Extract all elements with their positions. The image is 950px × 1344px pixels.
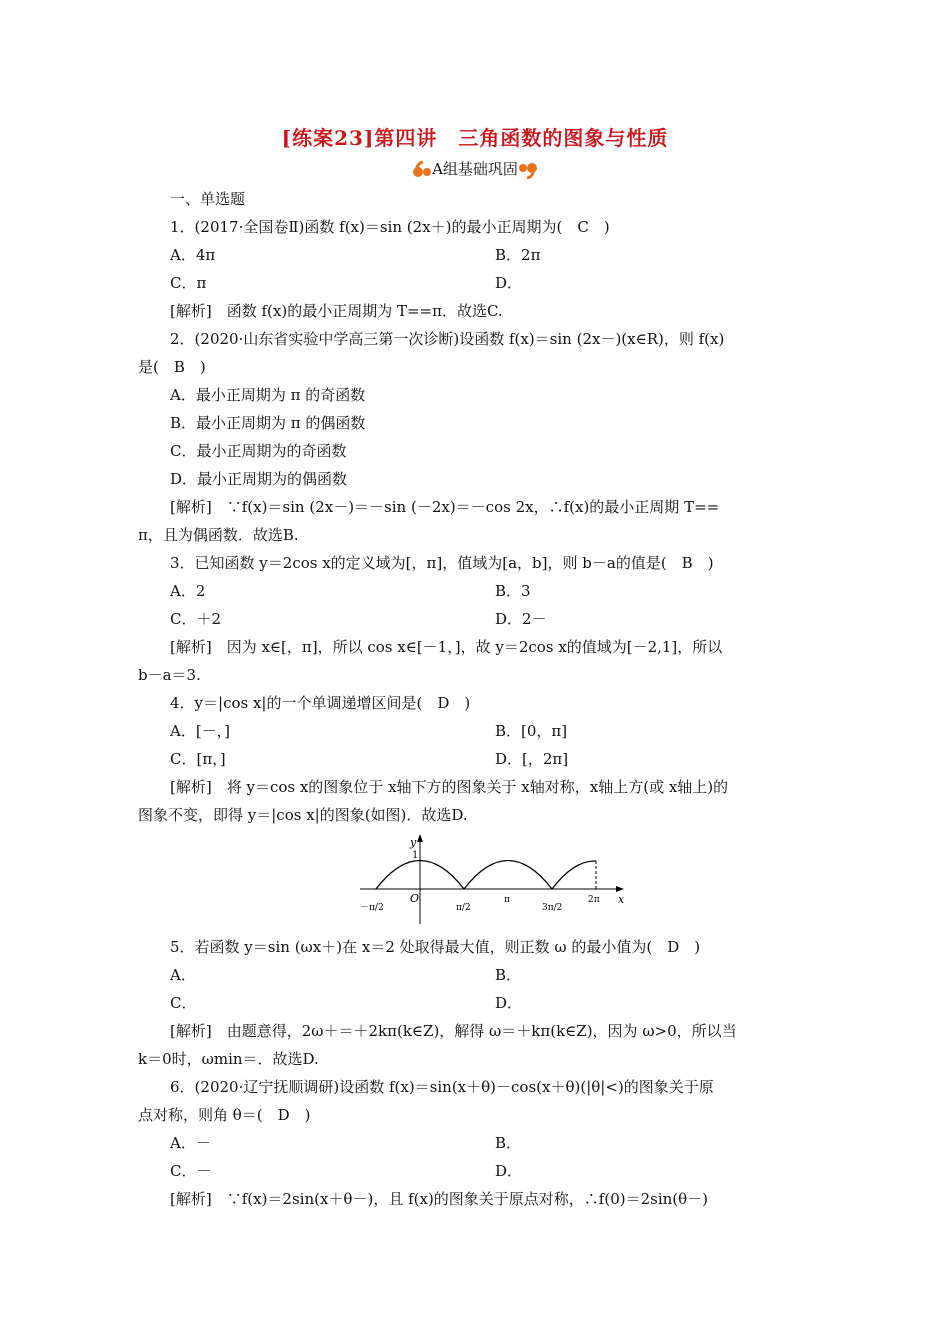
question-6: 6．(2020·辽宁抚顺调研)设函数 f(x)＝sin(x＋θ)－cos(x＋θ)(|θ|<)的图象关于原 (170, 1078, 714, 1096)
q4-option-c: C．[π，] (170, 750, 226, 768)
q1-option-b: B．2π (495, 246, 541, 264)
tick-pi-half: π/2 (456, 903, 471, 913)
q1-option-a: A．4π (170, 246, 216, 264)
question-2: 2．(2020·山东省实验中学高三第一次诊断)设函数 f(x)＝sin (2x－)(x∈R)，则 f(x) (170, 330, 725, 348)
y-axis-arrow-icon (417, 834, 423, 842)
q1-option-c: C．π (170, 274, 207, 292)
q5-option-b: B． (495, 966, 522, 984)
open-quote-icon (412, 161, 432, 179)
section-badge-label: A组基础巩固 (432, 160, 518, 178)
q3-option-a: A．2 (170, 582, 206, 600)
tick-3pi-half: 3π/2 (542, 903, 563, 913)
tick-neg-pi-half: －π/2 (360, 903, 384, 913)
q3-option-b: B．3 (495, 582, 531, 600)
q6-option-b: B． (495, 1134, 522, 1152)
q2-option-c: C．最小正周期为的奇函数 (170, 442, 347, 460)
q4-solution: [解析] 将 y＝cos x的图象位于 x轴下方的图象关于 x轴对称，x轴上方(或 x轴上)的 (170, 778, 729, 796)
q3-option-d: D．2－ (495, 610, 547, 628)
x-axis-label: x (618, 893, 625, 906)
q2-solution: [解析] ∵f(x)＝sin (2x－)＝－sin (－2x)＝－cos 2x，∴f(x)的最小正周期 T== (170, 498, 720, 516)
q6-solution: [解析] ∵f(x)＝2sin(x＋θ－)，且 f(x)的图象关于原点对称，∴f(0)＝2sin(θ－) (170, 1190, 709, 1208)
q2-option-d: D．最小正周期为的偶函数 (170, 470, 348, 488)
q4-option-d: D．[，2π] (495, 750, 569, 768)
q4-option-b: B．[0，π] (495, 722, 568, 740)
question-2-cont: 是( B ) (138, 358, 206, 376)
q3-option-c: C．＋2 (170, 610, 222, 628)
one-label: 1 (412, 850, 419, 861)
q2-option-a: A．最小正周期为 π 的奇函数 (170, 386, 366, 404)
q5-solution: [解析] 由题意得，2ω＋＝＋2kπ(k∈Z)，解得 ω＝＋kπ(k∈Z)，因为 ω>0，所以当 (170, 1022, 737, 1040)
question-6-cont: 点对称，则角 θ＝( D ) (138, 1106, 311, 1124)
q5-option-d: D． (495, 994, 523, 1012)
q5-solution-cont: k＝0时，ωmin＝．故选D. (138, 1050, 319, 1068)
q2-option-b: B．最小正周期为 π 的偶函数 (170, 414, 366, 432)
q6-option-a: A．－ (170, 1134, 211, 1152)
tick-2pi: 2π (588, 895, 600, 905)
question-5: 5．若函数 y＝sin (ωx＋)在 x＝2 处取得最大值，则正数 ω 的最小值为( D ) (170, 938, 701, 956)
page-title: [练案23]第四讲 三角函数的图象与性质 (281, 126, 669, 150)
q5-option-c: C． (170, 994, 197, 1012)
q3-solution: [解析] 因为 x∈[，π]，所以 cos x∈[－1，]，故 y＝2cos x的值域为[－2,1]，所以 (170, 638, 723, 656)
q5-option-a: A． (170, 966, 196, 984)
origin-label: O (410, 892, 420, 905)
q1-option-d: D． (495, 274, 523, 292)
q6-option-d: D． (495, 1162, 523, 1180)
x-axis-arrow-icon (616, 886, 624, 892)
tick-pi: π (504, 895, 510, 905)
q6-option-c: C．－ (170, 1162, 212, 1180)
section-heading: 一、单选题 (170, 190, 246, 208)
abs-cos-curve (376, 861, 596, 890)
q3-solution-cont: b－a＝3. (138, 666, 201, 684)
question-3: 3．已知函数 y＝2cos x的定义域为[，π]，值域为[a，b]，则 b－a的值是( B ) (170, 554, 714, 572)
q4-option-a: A．[－，] (170, 722, 231, 740)
question-4: 4．y＝|cos x|的一个单调递增区间是( D ) (170, 694, 471, 712)
q2-solution-cont: π，且为偶函数．故选B. (138, 526, 299, 544)
section-badge (0, 158, 950, 179)
close-quote-icon (518, 161, 538, 179)
q1-solution: [解析] 函数 f(x)的最小正周期为 T==π．故选C. (170, 302, 503, 320)
abs-cos-graph (358, 832, 628, 927)
question-1: 1．(2017·全国卷Ⅱ)函数 f(x)＝sin (2x＋)的最小正周期为( C ) (170, 218, 610, 236)
y-axis-label: y (410, 836, 417, 849)
q4-solution-cont: 图象不变，即得 y＝|cos x|的图象(如图)．故选D. (138, 806, 468, 824)
